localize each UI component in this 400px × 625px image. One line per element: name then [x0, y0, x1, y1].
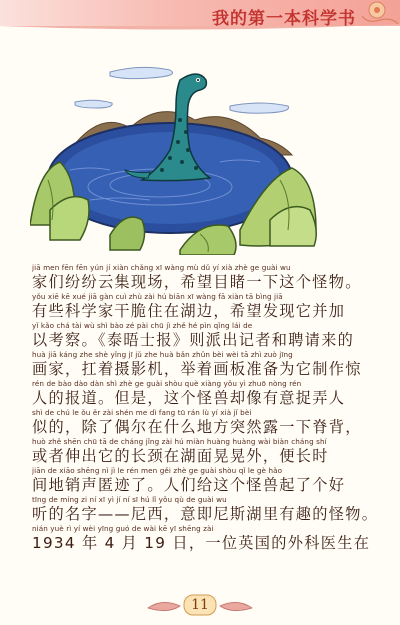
hanzi-line: 间地销声匿迹了。人们给这个怪兽起了个好: [32, 476, 346, 494]
hanzi-line: 画家，扛着摄影机，举着画板准备为它制作惊: [32, 360, 362, 378]
pinyin-line: huà jiā káng zhe shè yǐng jī jǔ zhe huà bǎn zhǔn bèi wèi tā zhì zuò jīng: [32, 350, 293, 359]
page-number: 11: [191, 597, 209, 613]
story-text: [32, 263, 379, 553]
hanzi-line: 家们纷纷云集现场，希望目睹一下这个怪物。: [32, 273, 362, 291]
text-line: [32, 263, 372, 292]
pinyin-line: huò zhě shēn chū tā de cháng jǐng zài hú miàn huàng huàng wài biàn cháng shí: [32, 437, 327, 446]
text-line: [32, 350, 372, 379]
hanzi-line: 或者伸出它的长颈在湖面晃晃外，便长时: [32, 447, 329, 465]
hanzi-line: 人的报道。但是，这个怪兽却像有意捉弄人: [32, 389, 346, 407]
text-line: [32, 495, 379, 524]
pinyin-line: yǒu xiē kē xué jiā gàn cuì zhù zài hú biān xī wàng fā xiàn tā bìng jiā: [32, 292, 283, 301]
pinyin-line: yǐ kǎo chá tài wù shì bào zé pài chū jì zhě hé pìn qǐng lái de: [32, 321, 253, 330]
hanzi-line: 1934 年 4 月 19 日，一位英国的外科医生在: [32, 534, 371, 552]
text-line: [32, 379, 372, 408]
text-line: [32, 321, 372, 350]
pinyin-line: jiān de xiāo shēng nì jì le rén men gěi zhè ge guài shòu qǐ le gè hǎo: [32, 466, 283, 475]
pinyin-line: tīng de míng zi ní xī yì jí ní sī hú lǐ yǒu qù de guài wu: [32, 495, 227, 504]
lake-monster-illustration: [30, 50, 320, 255]
cloud-icon: [75, 100, 112, 108]
text-line: [32, 437, 372, 466]
cloud-icon: [110, 67, 173, 78]
page-number-badge: [140, 592, 260, 621]
text-line: [32, 524, 372, 553]
pinyin-line: jiā men fēn fēn yún jí xiàn chǎng xī wàng mù dǔ yí xià zhè ge guài wu: [32, 263, 291, 272]
text-line: [32, 408, 372, 437]
text-line: [32, 466, 372, 495]
pinyin-line: nián yuè rì yí wèi yīng guó de wài kē yī shēng zài: [32, 524, 214, 533]
hanzi-line: 以考察。《泰晤士报》则派出记者和聘请来的: [32, 331, 355, 349]
hanzi-line: 似的，除了偶尔在什么地方突然露一下脊背，: [32, 418, 362, 436]
hanzi-line: 有些科学家干脆住在湖边，希望发现它并加: [32, 302, 346, 320]
pinyin-line: shì de chú le ǒu ěr zài shén me dì fang tū rán lù yí xià jǐ bèi: [32, 408, 252, 417]
pinyin-line: rén de bào dào dàn shì zhè ge guài shòu què xiàng yǒu yì zhuō nòng rén: [32, 379, 302, 388]
text-line: [32, 292, 372, 321]
hanzi-line: 听的名字——尼西，意即尼斯湖里有趣的怪物。: [32, 505, 379, 523]
book-title: 我的第一本科学书: [212, 9, 356, 29]
cloud-icon: [230, 103, 289, 113]
